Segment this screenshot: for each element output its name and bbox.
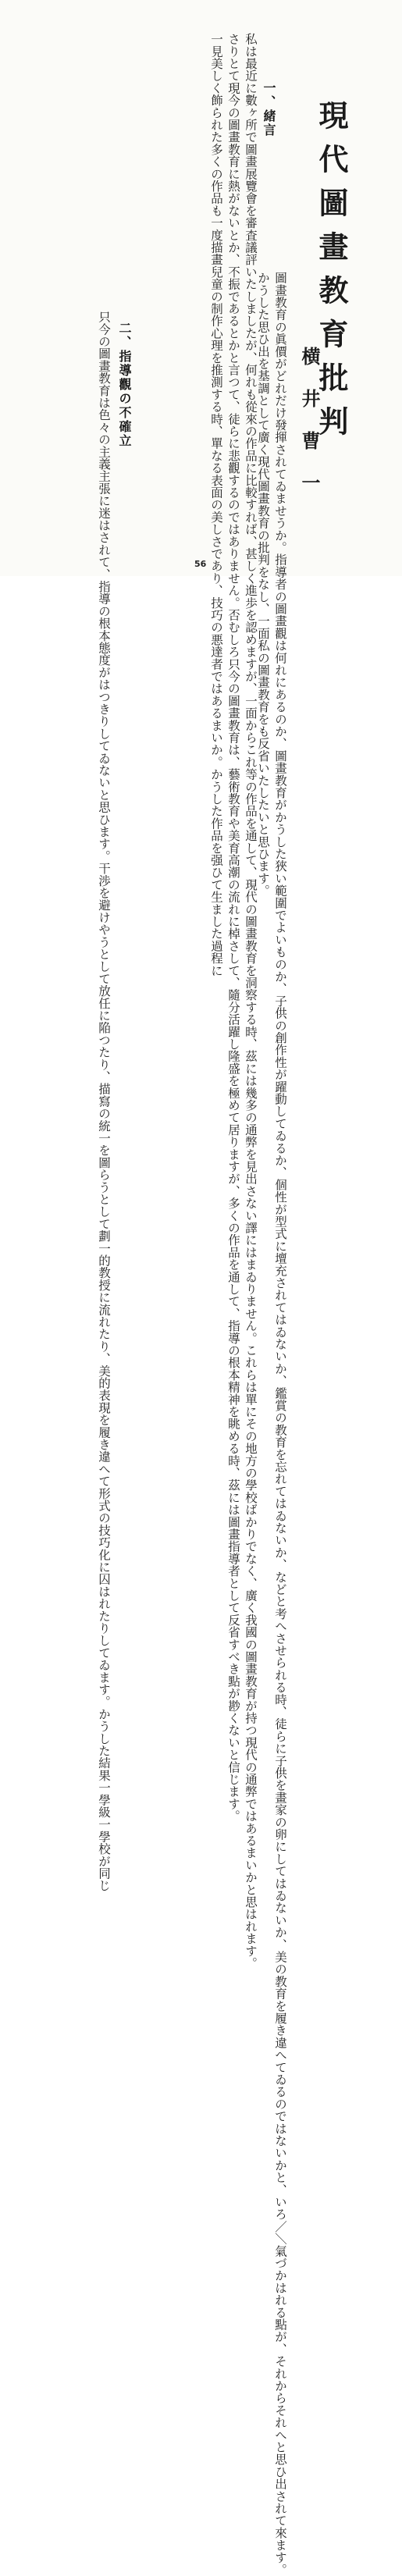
article-author: 横井曹一 [298,347,321,515]
section-body-introduction: 私は最近に數ヶ所で圖畫展覽會を審査議評いたしましたが、何れも從來の作品に比較すれば、甚しく進歩を認めますが、一面からこれ等の作品を通して、現代の圖畫教育を洞察する時、茲には幾多の通弊を見出さない譯にはまゐりません。これらは單にその地方の學校ばかりでなく、廣く我國の圖畫教育が持つ現代の通弊ではあるまいかと思はれます。 さりとて現今の圖畫教育に熱がないとか、不振であるとかと言つて、徒らに悲觀するのではありません。否むしろ只今の圖畫教育は、藝術教育や美育高潮の流れに棹さして、隨分活躍し隆盛を極めて居りますが、多くの作品を通して、指導の根本精神を眺める時、茲には圖畫指導者として反省すべき點が尠くないと信じます。 一見美しく飾られた多くの作品も一度描畫兒童の制作心理を推測する時、單なる表面の美しさであり、技巧の悪達者ではあるまいか。かうした作品を强ひて生ました過程に [209,33,258,1969]
section-heading-introduction: 一、緒言 [261,81,276,137]
section-body-guidance: 只今の圖畫教育は色々の主義主張に迷はされて、指導の根本態度がはつきりしてゐないと思ひます。干渉を避けやうとして放任に陥つたり、描寫の統一を圖らうとして劃一的教授に流れたり、美的表現を履き違へて形式の技巧化に囚はれたりしてゐます。かうした結果一學級一學校が同じ [97,311,111,1892]
section-heading-guidance: 二、指導觀の不確立 [117,322,132,448]
article-title: 現代圖畫教育批判 [314,100,349,450]
section-body-continuation: 圖畫教育の眞價がどれだけ發揮されてゐませうか。指導者の圖畫觀は何れにあるのか、圖畫教育がかうした狹い範圍でよいものか、子供の創作性が躍動してゐるか、個性が型式に壇充されてはゐないか、鑑賞の教育を忘れてはゐないか、などと考へさせられる時、徒らに子供を畫家の卵にしてはゐないか、美の教育を履き違へてゐるのではないかと、いろ／＼氣づかはれる點が、それからそれへと思ひ出されて來ます。 かうした思ひ出を基調として廣く現代圖畫教育の批判をなし、一面私の圖畫教育をも反省いたしたいと思ひます。 [256,272,287,2576]
page-number: 56 [194,559,207,569]
